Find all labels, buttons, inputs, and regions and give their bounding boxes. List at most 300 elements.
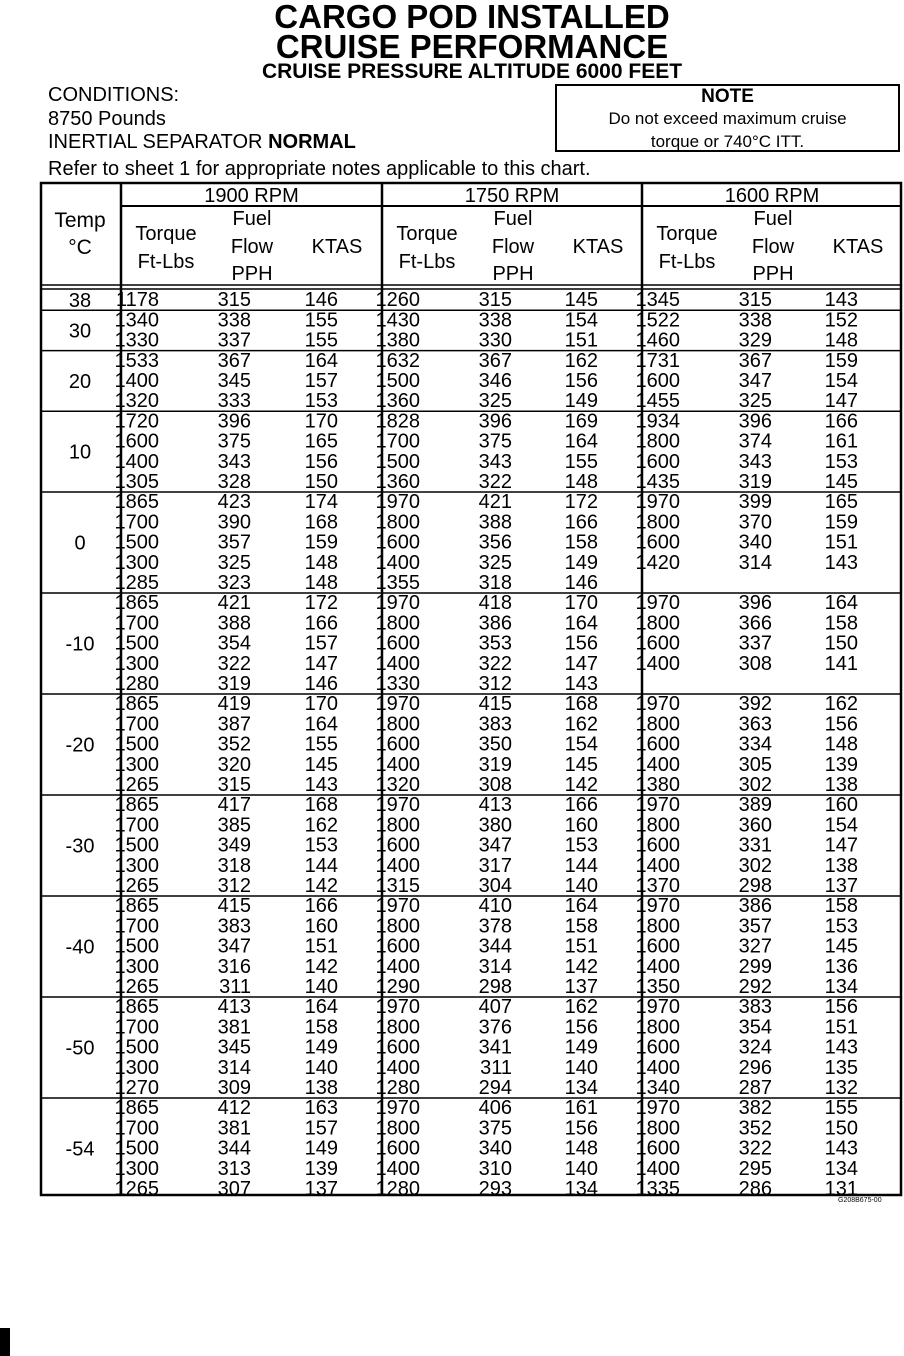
- table-cell: 166: [304, 612, 338, 635]
- table-cell: 160: [564, 814, 598, 837]
- table-cell: 153: [304, 834, 338, 857]
- table-cell: 1455: [635, 390, 680, 413]
- chart-title-line1: CARGO POD INSTALLED: [274, 0, 670, 35]
- table-cell: 1500: [114, 834, 159, 857]
- table-cell: 1500: [114, 531, 159, 554]
- table-cell: 164: [304, 713, 338, 736]
- table-cell: 333: [217, 390, 251, 413]
- table-cell: 166: [564, 511, 598, 534]
- table-cell: 1800: [635, 612, 680, 635]
- table-cell: 1865: [114, 693, 159, 716]
- separator-label: INERTIAL SEPARATOR: [48, 131, 269, 153]
- table-cell: 346: [478, 370, 512, 392]
- table-cell: 298: [478, 976, 512, 998]
- table-cell: 1300: [114, 1157, 159, 1180]
- table-cell: 148: [304, 551, 338, 574]
- table-cell: 1400: [114, 370, 159, 392]
- table-cell: 1260: [375, 289, 420, 312]
- table-cell: 396: [738, 592, 772, 615]
- table-cell: 166: [304, 895, 338, 918]
- table-cell: 337: [217, 329, 251, 352]
- table-cell: 155: [564, 450, 598, 473]
- table-cell: 148: [304, 572, 338, 594]
- table-cell: 143: [824, 551, 858, 574]
- table-cell: 1522: [635, 309, 680, 332]
- performance-table: [40, 182, 902, 1200]
- table-cell: 1400: [375, 652, 420, 675]
- table-cell: 1800: [375, 814, 420, 837]
- table-cell: 383: [478, 713, 512, 736]
- table-cell: 162: [824, 693, 858, 716]
- table-cell: 134: [564, 1178, 598, 1200]
- table-cell: 142: [564, 774, 598, 796]
- table-cell: 1500: [375, 450, 420, 473]
- table-cell: 331: [738, 834, 772, 857]
- table-cell: 382: [738, 1097, 772, 1120]
- table-cell: 153: [824, 450, 858, 473]
- table-cell: 324: [738, 1036, 772, 1059]
- table-cell: 145: [824, 935, 858, 958]
- table-cell: 1340: [635, 1077, 680, 1099]
- table-cell: 144: [304, 854, 338, 877]
- table-cell: 162: [564, 996, 598, 1019]
- table-cell: 168: [304, 511, 338, 534]
- table-cell: 141: [824, 652, 858, 675]
- table-cell: 162: [564, 349, 598, 372]
- temp-cell: -40: [65, 936, 95, 959]
- table-cell: 378: [478, 915, 512, 938]
- table-cell: 158: [304, 1016, 338, 1039]
- table-cell: 1800: [375, 612, 420, 635]
- table-cell: 363: [738, 713, 772, 736]
- table-cell: 322: [478, 652, 512, 675]
- table-cell: 164: [564, 612, 598, 635]
- table-cell: 318: [478, 572, 512, 594]
- table-cell: 150: [304, 471, 338, 493]
- table-cell: 159: [824, 349, 858, 372]
- table-cell: 370: [738, 511, 772, 534]
- table-cell: 423: [217, 491, 251, 514]
- table-cell: 344: [217, 1137, 251, 1160]
- fuel-header: Fuel: [493, 208, 533, 230]
- table-cell: 1178: [115, 289, 159, 312]
- table-cell: 1700: [114, 1016, 159, 1039]
- torque-unit-header: Ft-Lbs: [398, 251, 456, 273]
- table-cell: 158: [824, 895, 858, 918]
- table-cell: 1600: [375, 1036, 420, 1059]
- table-cell: 1970: [635, 996, 680, 1019]
- table-cell: 1800: [635, 430, 680, 453]
- temp-cell: -20: [65, 734, 95, 757]
- table-cell: 292: [738, 976, 772, 998]
- table-cell: 1400: [375, 955, 420, 978]
- table-cell: 156: [564, 1016, 598, 1039]
- table-cell: 375: [217, 430, 251, 453]
- separator-value: NORMAL: [268, 131, 356, 153]
- temp-cell: -10: [65, 633, 95, 656]
- table-cell: 165: [824, 491, 858, 514]
- table-cell: 1865: [114, 996, 159, 1019]
- table-cell: 286: [738, 1178, 772, 1200]
- table-cell: 1400: [635, 652, 680, 675]
- table-cell: 356: [478, 531, 512, 554]
- torque-header: Torque: [135, 223, 197, 245]
- table-cell: 138: [304, 1077, 338, 1099]
- table-cell: 143: [824, 1137, 858, 1160]
- table-cell: 360: [738, 814, 772, 837]
- table-cell: 407: [478, 996, 512, 1019]
- table-cell: 1345: [635, 289, 680, 312]
- table-cell: 1970: [375, 794, 420, 817]
- table-cell: 320: [217, 753, 251, 776]
- table-cell: 313: [217, 1157, 251, 1180]
- chart-subtitle: CRUISE PRESSURE ALTITUDE 6000 FEET: [261, 60, 683, 83]
- table-cell: 158: [564, 531, 598, 554]
- table-cell: 154: [824, 814, 858, 837]
- table-cell: 1420: [635, 551, 680, 574]
- table-cell: 325: [738, 390, 772, 413]
- fuel-flow-header: Flow: [491, 236, 535, 258]
- table-cell: 145: [304, 753, 338, 776]
- note-title: NOTE: [701, 86, 754, 107]
- table-cell: 421: [478, 491, 512, 514]
- table-cell: 1280: [114, 673, 159, 695]
- table-cell: 1700: [114, 1117, 159, 1140]
- table-cell: 381: [217, 1117, 251, 1140]
- table-cell: 1500: [114, 632, 159, 655]
- table-cell: 148: [824, 733, 858, 756]
- table-cell: 1533: [114, 349, 159, 372]
- rpm-header: 1600 RPM: [724, 185, 820, 207]
- table-cell: 1400: [635, 753, 680, 776]
- table-cell: 349: [217, 834, 251, 857]
- table-cell: 157: [304, 632, 338, 655]
- table-cell: 1865: [114, 592, 159, 615]
- table-cell: 1400: [375, 1056, 420, 1079]
- table-cell: 380: [478, 814, 512, 837]
- table-cell: 357: [738, 915, 772, 938]
- table-cell: 1400: [114, 450, 159, 473]
- table-cell: 164: [304, 996, 338, 1019]
- temp-header: Temp: [54, 209, 106, 232]
- table-cell: 1865: [114, 1097, 159, 1120]
- table-cell: 338: [478, 309, 512, 332]
- table-cell: 1500: [375, 370, 420, 392]
- table-cell: 142: [304, 875, 338, 897]
- table-cell: 1600: [635, 733, 680, 756]
- table-cell: 1335: [635, 1178, 680, 1200]
- table-cell: 149: [304, 1137, 338, 1160]
- table-cell: 1330: [375, 673, 420, 695]
- table-cell: 1865: [114, 491, 159, 514]
- table-cell: 170: [564, 592, 598, 615]
- table-cell: 1315: [375, 875, 420, 897]
- table-cell: 341: [478, 1036, 512, 1059]
- table-cell: 153: [564, 834, 598, 857]
- table-cell: 325: [217, 551, 251, 574]
- table-cell: 138: [824, 774, 858, 796]
- table-cell: 170: [304, 693, 338, 716]
- ktas-header: KTAS: [832, 236, 884, 258]
- table-cell: 139: [824, 753, 858, 776]
- table-cell: 406: [478, 1097, 512, 1120]
- fuel-header: Fuel: [753, 208, 793, 230]
- table-cell: 145: [824, 471, 858, 493]
- table-cell: 1400: [635, 854, 680, 877]
- table-cell: 388: [478, 511, 512, 534]
- table-cell: 1400: [635, 955, 680, 978]
- table-cell: 1290: [375, 976, 420, 998]
- table-cell: 344: [478, 935, 512, 958]
- table-cell: 1934: [635, 410, 680, 433]
- table-cell: 1700: [114, 612, 159, 635]
- table-cell: 1355: [375, 572, 420, 594]
- table-cell: 132: [824, 1077, 858, 1099]
- table-cell: 1800: [375, 915, 420, 938]
- table-cell: 307: [217, 1178, 251, 1200]
- refer-note: Refer to sheet 1 for appropriate notes applicable to this chart.: [48, 158, 591, 180]
- table-cell: 1265: [114, 875, 159, 897]
- table-cell: 1370: [635, 875, 680, 897]
- fuel-unit-header: PPH: [492, 263, 534, 285]
- table-cell: 1600: [114, 430, 159, 453]
- table-cell: 151: [824, 531, 858, 554]
- table-cell: 1731: [635, 349, 680, 372]
- table-cell: 1400: [375, 854, 420, 877]
- table-cell: 312: [217, 875, 251, 897]
- table-cell: 1720: [114, 410, 159, 433]
- table-cell: 161: [564, 1097, 598, 1120]
- table-cell: 1320: [375, 774, 420, 796]
- table-cell: 164: [304, 349, 338, 372]
- conditions-weight: 8750 Pounds: [48, 108, 166, 130]
- table-cell: 354: [738, 1016, 772, 1039]
- table-cell: 160: [304, 915, 338, 938]
- table-cell: 383: [738, 996, 772, 1019]
- table-cell: 1500: [114, 1036, 159, 1059]
- table-cell: 1600: [375, 632, 420, 655]
- table-cell: 1265: [114, 1178, 159, 1200]
- temp-cell: 38: [68, 290, 92, 313]
- table-cell: 138: [824, 854, 858, 877]
- table-cell: 142: [304, 955, 338, 978]
- table-cell: 1600: [375, 733, 420, 756]
- table-cell: 315: [478, 289, 512, 312]
- table-cell: 140: [304, 1056, 338, 1079]
- table-cell: 166: [564, 794, 598, 817]
- table-cell: 314: [217, 1056, 251, 1079]
- table-cell: 131: [824, 1178, 858, 1200]
- table-cell: 1400: [375, 551, 420, 574]
- table-cell: 136: [824, 955, 858, 978]
- chart-title-line2: CRUISE PERFORMANCE: [275, 28, 669, 65]
- table-cell: 419: [217, 693, 251, 716]
- table-cell: 310: [478, 1157, 512, 1180]
- table-cell: 1600: [635, 632, 680, 655]
- table-cell: 302: [738, 854, 772, 877]
- table-cell: 158: [564, 915, 598, 938]
- table-cell: 1300: [114, 1056, 159, 1079]
- table-cell: 1305: [114, 471, 159, 493]
- note-line-2: torque or 740°C ITT.: [650, 132, 805, 151]
- table-cell: 1970: [635, 693, 680, 716]
- table-cell: 140: [304, 976, 338, 998]
- table-cell: 146: [304, 673, 338, 695]
- fuel-flow-header: Flow: [751, 236, 795, 258]
- table-cell: 304: [478, 875, 512, 897]
- table-cell: 151: [564, 329, 598, 352]
- table-cell: 354: [217, 632, 251, 655]
- ktas-header: KTAS: [311, 236, 363, 258]
- table-cell: 1970: [375, 1097, 420, 1120]
- table-cell: 396: [217, 410, 251, 433]
- temp-cell: 20: [68, 370, 92, 393]
- table-cell: 1800: [375, 1117, 420, 1140]
- table-cell: 1800: [635, 915, 680, 938]
- table-cell: 149: [564, 551, 598, 574]
- table-cell: 345: [217, 370, 251, 392]
- table-cell: 151: [304, 935, 338, 958]
- table-cell: 330: [478, 329, 512, 352]
- torque-header: Torque: [656, 223, 718, 245]
- table-cell: 390: [217, 511, 251, 534]
- table-cell: 170: [304, 410, 338, 433]
- table-cell: 413: [217, 996, 251, 1019]
- table-cell: 139: [304, 1157, 338, 1180]
- table-cell: 319: [738, 471, 772, 493]
- table-cell: 381: [217, 1016, 251, 1039]
- table-cell: 312: [478, 673, 512, 695]
- temp-cell: -50: [65, 1037, 95, 1060]
- table-cell: 1970: [375, 693, 420, 716]
- rpm-header: 1900 RPM: [204, 185, 299, 207]
- table-cell: 163: [304, 1097, 338, 1120]
- fuel-header: Fuel: [232, 208, 272, 230]
- table-cell: 1340: [114, 309, 159, 332]
- table-cell: 145: [564, 753, 598, 776]
- conditions-heading: CONDITIONS:: [48, 84, 180, 106]
- table-cell: 314: [738, 551, 772, 574]
- table-cell: 155: [304, 309, 338, 332]
- table-cell: 148: [564, 471, 598, 493]
- table-cell: 343: [738, 450, 772, 473]
- note-box: [555, 84, 900, 152]
- table-cell: 417: [217, 794, 251, 817]
- table-cell: 343: [478, 450, 512, 473]
- table-cell: 1800: [635, 713, 680, 736]
- table-cell: 147: [824, 390, 858, 413]
- table-cell: 340: [478, 1137, 512, 1160]
- table-cell: 325: [478, 390, 512, 413]
- table-cell: 156: [564, 632, 598, 655]
- table-cell: 142: [564, 955, 598, 978]
- table-cell: 374: [738, 430, 772, 453]
- table-cell: 298: [738, 875, 772, 897]
- table-cell: 315: [738, 289, 772, 312]
- table-cell: 322: [217, 652, 251, 675]
- table-cell: 318: [217, 854, 251, 877]
- table-cell: 134: [564, 1077, 598, 1099]
- table-cell: 387: [217, 713, 251, 736]
- table-cell: 1500: [114, 733, 159, 756]
- table-cell: 1970: [635, 592, 680, 615]
- table-cell: 1970: [375, 996, 420, 1019]
- table-cell: 150: [824, 1117, 858, 1140]
- fuel-unit-header: PPH: [752, 263, 794, 285]
- table-cell: 149: [564, 390, 598, 413]
- table-cell: 156: [824, 713, 858, 736]
- temp-cell: 10: [68, 441, 92, 464]
- table-cell: 421: [217, 592, 251, 615]
- table-cell: 164: [824, 592, 858, 615]
- table-cell: 340: [738, 531, 772, 554]
- table-cell: 1865: [114, 895, 159, 918]
- table-cell: 1460: [635, 329, 680, 352]
- table-cell: 1280: [375, 1077, 420, 1099]
- table-cell: 1380: [635, 774, 680, 796]
- table-cell: 415: [217, 895, 251, 918]
- table-cell: 385: [217, 814, 251, 837]
- table-cell: 147: [564, 652, 598, 675]
- table-cell: 322: [478, 471, 512, 493]
- table-cell: 155: [304, 329, 338, 352]
- table-cell: 386: [478, 612, 512, 635]
- table-cell: 293: [478, 1178, 512, 1200]
- table-cell: 1828: [375, 410, 420, 433]
- table-cell: 319: [478, 753, 512, 776]
- table-cell: 1265: [114, 976, 159, 998]
- table-cell: 144: [564, 854, 598, 877]
- table-cell: 143: [824, 1036, 858, 1059]
- table-cell: 1600: [375, 935, 420, 958]
- table-cell: 352: [738, 1117, 772, 1140]
- table-cell: 137: [564, 976, 598, 998]
- table-cell: 1700: [114, 915, 159, 938]
- table-cell: 1600: [375, 1137, 420, 1160]
- table-cell: 347: [738, 370, 772, 392]
- table-cell: 1300: [114, 652, 159, 675]
- table-cell: 1280: [375, 1178, 420, 1200]
- table-cell: 299: [738, 955, 772, 978]
- table-cell: 305: [738, 753, 772, 776]
- table-cell: 418: [478, 592, 512, 615]
- table-cell: 1265: [114, 774, 159, 796]
- table-cell: 413: [478, 794, 512, 817]
- table-cell: 308: [738, 652, 772, 675]
- table-cell: 322: [738, 1137, 772, 1160]
- table-cell: 1700: [114, 814, 159, 837]
- table-cell: 315: [217, 289, 251, 312]
- table-cell: 155: [304, 733, 338, 756]
- table-cell: 1800: [635, 1117, 680, 1140]
- table-cell: 140: [564, 1056, 598, 1079]
- table-cell: 164: [564, 430, 598, 453]
- table-cell: 174: [304, 491, 338, 514]
- table-cell: 156: [824, 996, 858, 1019]
- table-cell: 161: [824, 430, 858, 453]
- table-cell: 153: [824, 915, 858, 938]
- table-cell: 1270: [114, 1077, 159, 1099]
- table-cell: 350: [478, 733, 512, 756]
- table-cell: 140: [564, 875, 598, 897]
- table-cell: 319: [217, 673, 251, 695]
- table-cell: 338: [738, 309, 772, 332]
- table-cell: 147: [304, 652, 338, 675]
- table-cell: 325: [478, 551, 512, 574]
- table-cell: 148: [564, 1137, 598, 1160]
- table-cell: 157: [304, 1117, 338, 1140]
- table-cell: 1600: [635, 450, 680, 473]
